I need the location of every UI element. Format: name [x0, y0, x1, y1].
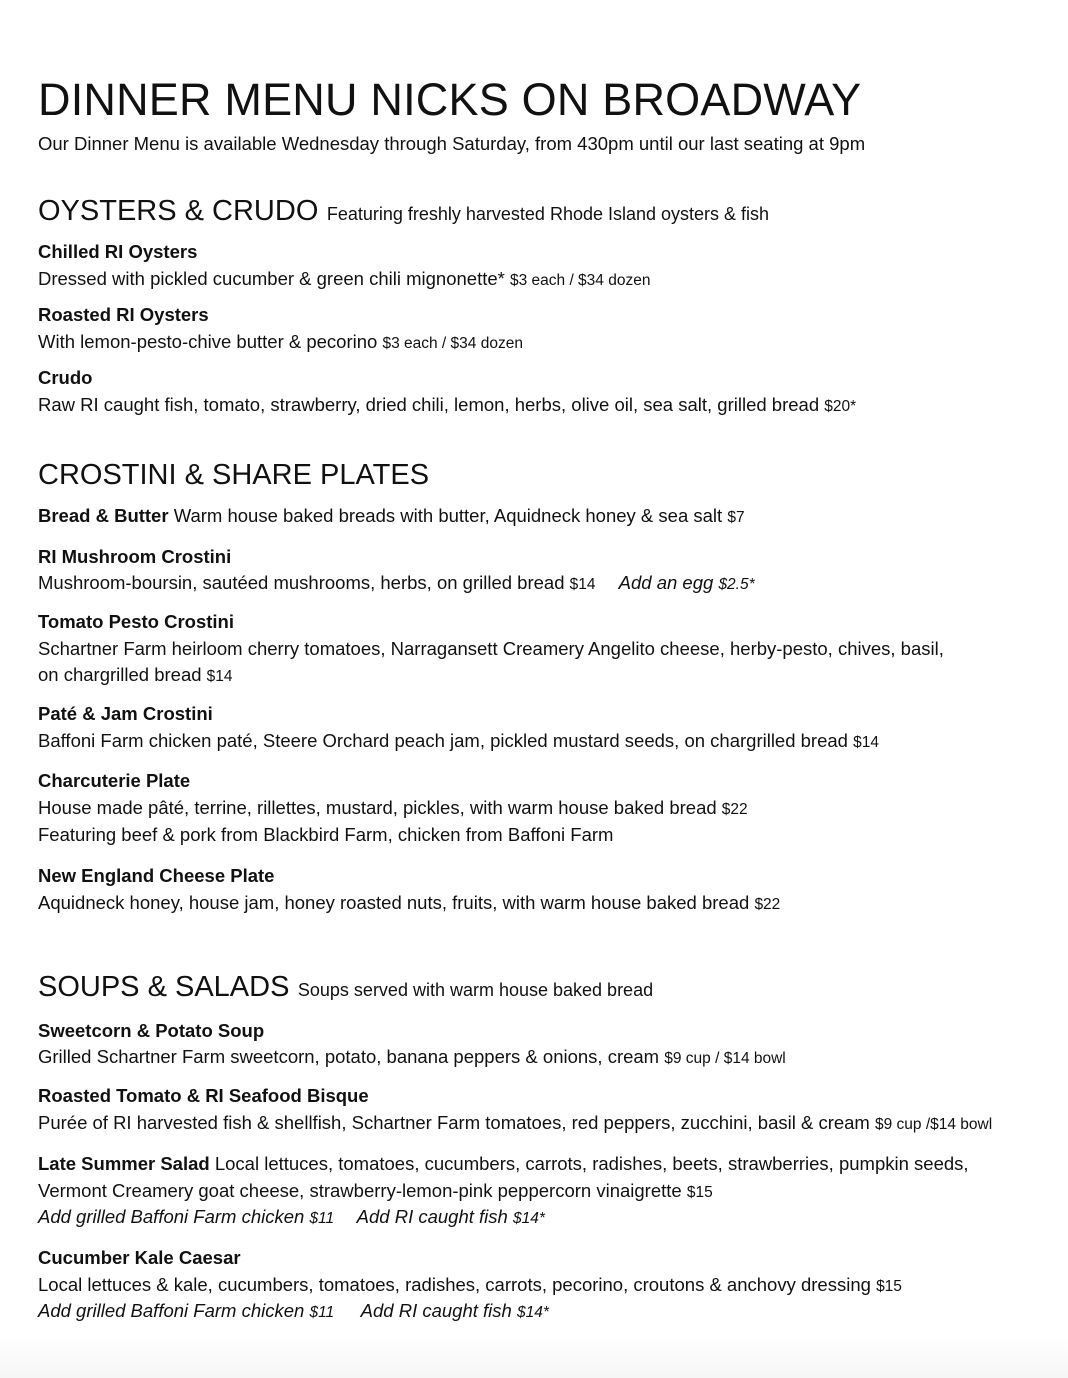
item-desc: Schartner Farm heirloom cherry tomatoes, Narragansett Creamery Angelito cheese, herby-pesto, chives, basil, [38, 638, 944, 659]
item-name: Late Summer Salad [38, 1153, 210, 1174]
item-price: $9 cup /$14 bowl [874, 1116, 993, 1133]
addon-label: Add an egg [618, 572, 714, 593]
item-desc: Baffoni Farm chicken paté, Steere Orchard peach jam, pickled mustard seeds, on chargrilled bread [38, 730, 848, 751]
menu-item-description [38, 571, 755, 597]
item-price: $14 [569, 576, 596, 593]
addon-price: $11 [309, 1304, 335, 1321]
menu-item-name: Roasted Tomato & RI Seafood Bisque [38, 1085, 369, 1106]
section-title: SOUPS & SALADS [38, 971, 290, 1003]
section-header-soups [38, 969, 653, 1005]
menu-item-description [38, 891, 780, 917]
addon-price: $2.5* [718, 576, 755, 593]
section-title: CROSTINI & SHARE PLATES [38, 459, 430, 491]
item-desc: Grilled Schartner Farm sweetcorn, potato, banana peppers & onions, cream [38, 1046, 660, 1067]
section-note: Soups served with warm house baked bread [297, 980, 654, 1000]
page-title: DINNER MENU NICKS ON BROADWAY [38, 74, 862, 125]
item-price: $14 [206, 668, 233, 685]
menu-item-description [38, 729, 879, 755]
menu-item-description [38, 1111, 992, 1137]
item-price: $9 cup / $14 bowl [664, 1050, 786, 1067]
section-note: Featuring freshly harvested Rhode Island oysters & fish [326, 204, 770, 224]
item-desc: Featuring beef & pork from Blackbird Farm, chicken from Baffoni Farm [38, 824, 614, 845]
item-desc: Mushroom-boursin, sautéed mushrooms, herbs, on grilled bread [38, 572, 565, 593]
menu-item-description [38, 796, 748, 822]
item-desc: Local lettuces & kale, cucumbers, tomatoes, radishes, carrots, pecorino, croutons & anchovy dressing [38, 1274, 871, 1295]
addon-price: $11 [309, 1210, 335, 1227]
menu-item-name: Tomato Pesto Crostini [38, 611, 234, 632]
item-price: $7 [727, 509, 745, 526]
menu-item-name: Cucumber Kale Caesar [38, 1247, 241, 1268]
menu-item-name: Charcuterie Plate [38, 770, 191, 791]
addon-price: $14* [512, 1210, 545, 1227]
item-desc: Vermont Creamery goat cheese, strawberry-lemon-pink peppercorn vinaigrette [38, 1180, 682, 1201]
item-name: Bread & Butter [38, 505, 169, 526]
section-header-crostini [38, 457, 429, 493]
addon-price: $14* [516, 1304, 549, 1321]
item-price: $22 [754, 896, 781, 913]
item-price: $14 [853, 734, 879, 751]
menu-item [38, 1152, 969, 1176]
item-desc: Purée of RI harvested fish & shellfish, Schartner Farm tomatoes, red peppers, zucchini, basil & cream [38, 1112, 870, 1133]
item-desc: Aquidneck honey, house jam, honey roasted nuts, fruits, with warm house baked bread [38, 892, 750, 913]
addon-label: Add RI caught fish [360, 1300, 512, 1321]
menu-item-description [38, 1045, 786, 1071]
menu-item-description [38, 823, 613, 847]
menu-item-description [38, 637, 944, 661]
item-desc: Dressed with pickled cucumber & green chili mignonette* [38, 268, 505, 289]
page-subtitle: Our Dinner Menu is available Wednesday through Saturday, from 430pm until our last seating at 9pm [38, 133, 866, 154]
item-desc: House made pâté, terrine, rillettes, mustard, pickles, with warm house baked bread [38, 797, 717, 818]
menu-item-name: RI Mushroom Crostini [38, 546, 232, 567]
item-price: $22 [721, 801, 748, 818]
item-desc: on chargrilled bread [38, 664, 202, 685]
menu-item-name: Roasted RI Oysters [38, 304, 209, 325]
item-desc: With lemon-pesto-chive butter & pecorino [38, 331, 378, 352]
menu-item-addons [38, 1299, 549, 1325]
item-price: $3 each / $34 dozen [509, 272, 651, 289]
menu-item-name: New England Cheese Plate [38, 865, 275, 886]
item-desc: Warm house baked breads with butter, Aquidneck honey & sea salt [173, 505, 723, 526]
menu-item-description [38, 1273, 902, 1299]
page-bottom-shade [0, 1338, 1068, 1378]
menu-item-addons [38, 1205, 545, 1231]
menu-item [38, 504, 745, 530]
item-price: $15 [876, 1278, 902, 1295]
menu-item-name: Paté & Jam Crostini [38, 703, 213, 724]
item-desc: Local lettuces, tomatoes, cucumbers, carrots, radishes, beets, strawberries, pumpkin seeds, [214, 1153, 969, 1174]
menu-item-name: Sweetcorn & Potato Soup [38, 1020, 265, 1041]
menu-item-description [38, 1179, 713, 1205]
section-header-oysters [38, 193, 769, 229]
menu-item-name: Chilled RI Oysters [38, 241, 198, 262]
menu-item-description [38, 330, 523, 356]
item-price: $20* [824, 398, 857, 415]
addon-label: Add grilled Baffoni Farm chicken [38, 1206, 305, 1227]
section-title: OYSTERS & CRUDO [38, 195, 319, 227]
menu-item-description [38, 267, 650, 293]
addon-label: Add RI caught fish [356, 1206, 508, 1227]
item-desc: Raw RI caught fish, tomato, strawberry, dried chili, lemon, herbs, olive oil, sea salt, grilled bread [38, 394, 820, 415]
menu-item-description [38, 663, 233, 689]
addon-label: Add grilled Baffoni Farm chicken [38, 1300, 305, 1321]
menu-item-description [38, 393, 856, 419]
item-price: $3 each / $34 dozen [382, 335, 523, 352]
menu-item-name: Crudo [38, 367, 93, 388]
item-price: $15 [686, 1184, 713, 1201]
